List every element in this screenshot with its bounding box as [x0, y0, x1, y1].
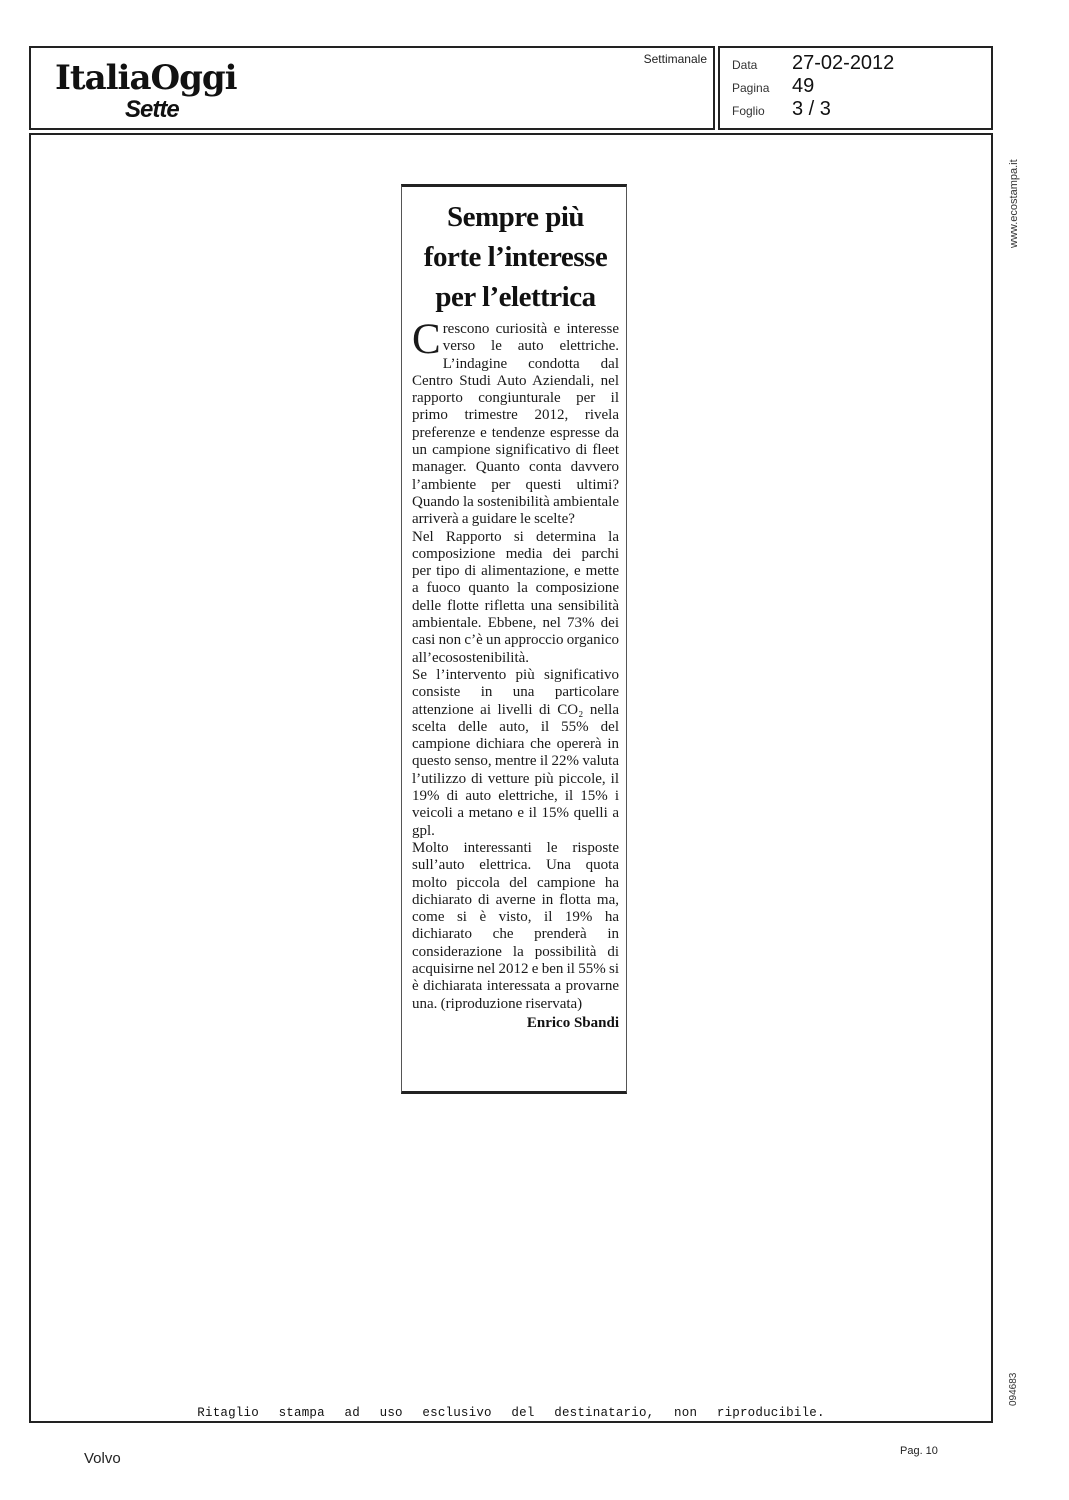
headline-line: Sempre più: [446, 201, 585, 233]
metadata-box: [718, 46, 993, 130]
drop-cap: C: [412, 316, 441, 363]
meta-label: Pagina: [732, 81, 770, 95]
meta-value-sheet: 3 / 3: [792, 98, 831, 120]
article-paragraph: Molto interessanti le risposte sull’auto elettrica. Una quota molto piccola del campione ha dichiarato di averne in flotta ma, come si è visto, il 19% ha dichiarato che prenderà in considerazione la possibilità di acquisirne nel 2012 e ben il 55% si è dichiarata interessata a provarne una. (riproduzione riservata): [412, 839, 619, 1012]
meta-value-page: 49: [792, 75, 815, 97]
article-paragraph: Nel Rapporto si determina la composizione media dei parchi per tipo di alimentazione, e mette a fuoco quanto la composizione delle flotte rifletta una sensibilità ambientale. Ebbene, nel 73% dei casi non c’è un approccio organico all’ecosostenibilità.: [412, 528, 619, 666]
publication-logo: ItaliaOggi: [55, 58, 237, 98]
client-name: Volvo: [84, 1450, 121, 1467]
article-paragraph: Se l’intervento più significativo consiste in una particolare attenzione ai livelli di CO₂ nella scelta delle auto, il 55% del campione dichiara che opererà in questo senso, mentre il 22% valuta l’utilizzo di vetture più piccole, il 19% di auto elettriche, il 15% i veicoli a metano e il 15% quelli a gpl.: [412, 666, 619, 839]
publication-logo-sub: Sette: [125, 96, 179, 123]
meta-row-page: [732, 75, 814, 98]
masthead-box: [29, 46, 715, 130]
meta-row-date: [732, 52, 894, 75]
paragraph-text: rescono curiosità e interesse verso le auto elettriche. L’indagine condotta dal Centro Studi Auto Aziendali, nel rapporto congiunturale per il primo trimestre 2012, rivela preferenze e tendenze espresse da un campione significativo di fleet manager. Quanto conta davvero l’ambiente per questi ultimi? Quando la sostenibilità ambientale arriverà a guidare le scelte?: [412, 321, 619, 528]
meta-value-date: 27-02-2012: [792, 52, 895, 74]
article-headline: [412, 197, 619, 317]
article-paragraph: [412, 316, 619, 529]
page-number: Pag. 10: [900, 1445, 938, 1457]
meta-row-sheet: [732, 98, 831, 121]
headline-line: per l’elettrica: [435, 281, 596, 313]
article-clipping: [401, 184, 627, 1094]
article-byline: Enrico Sbandi: [526, 1014, 619, 1031]
periodicity-label: Settimanale: [643, 52, 707, 66]
side-url: www.ecostampa.it: [1008, 159, 1020, 248]
headline-line: forte l’interesse: [423, 241, 608, 273]
side-code: 094683: [1008, 1372, 1019, 1406]
meta-label: Data: [732, 58, 758, 72]
meta-label: Foglio: [732, 104, 765, 118]
article-body: [412, 316, 619, 1013]
disclaimer: Ritaglio stampa ad uso esclusivo del destinatario, non riproducibile.: [197, 1406, 825, 1420]
